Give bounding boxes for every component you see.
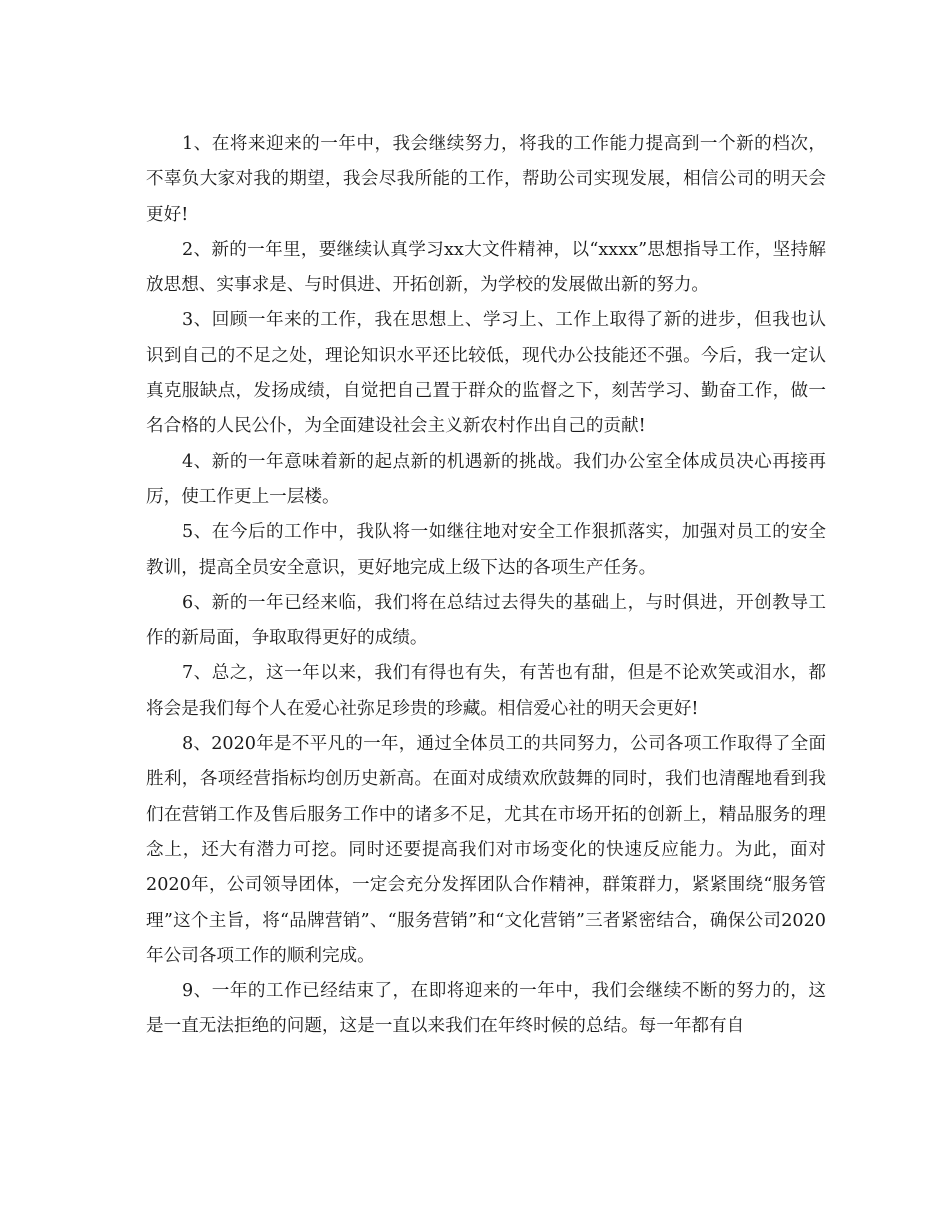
- paragraph-1: 1、在将来迎来的一年中，我会继续努力，将我的工作能力提高到一个新的档次，不辜负大家对我的期望，我会尽我所能的工作，帮助公司实现发展，相信公司的明天会更好!: [146, 134, 826, 225]
- paragraph-3: 3、回顾一年来的工作，我在思想上、学习上、工作上取得了新的进步，但我也认识到自己的不足之处，理论知识水平还比较低，现代办公技能还不强。今后，我一定认真克服缺点，发扬成绩，自觉把自己置于群众的监督之下，刻苦学习、勤奋工作，做一名合格的人民公仆，为全面建设社会主义新农村作出自己的贡献!: [146, 310, 826, 437]
- paragraph-4: 4、新的一年意味着新的起点新的机遇新的挑战。我们办公室全体成员决心再接再厉，使工作更上一层楼。: [146, 451, 826, 507]
- document-body: [146, 127, 826, 1045]
- paragraph-5: 5、在今后的工作中，我队将一如继往地对安全工作狠抓落实，加强对员工的安全教训，提高全员安全意识，更好地完成上级下达的各项生产任务。: [146, 522, 826, 578]
- paragraph-2: 2、新的一年里，要继续认真学习xx大文件精神，以“xxxx”思想指导工作，坚持解放思想、实事求是、与时俱进、开拓创新，为学校的发展做出新的努力。: [146, 239, 826, 296]
- paragraph-8: 8、2020年是不平凡的一年，通过全体员工的共同努力，公司各项工作取得了全面胜利，各项经营指标均创历史新高。在面对成绩欢欣鼓舞的同时，我们也清醒地看到我们在营销工作及售后服务工作中的诸多不足，尤其在市场开拓的创新上，精品服务的理念上，还大有潜力可挖。同时还要提高我们对市场变化的快速反应能力。为此，面对2020年，公司领导团体，一定会充分发挥团队合作精神，群策群力，紧紧围绕“服务管理”这个主旨，将“品牌营销”、“服务营销”和“文化营销”三者紧密结合，确保公司2020年公司各项工作的顺利完成。: [146, 734, 826, 966]
- paragraph-9: 9、一年的工作已经结束了，在即将迎来的一年中，我们会继续不断的努力的，这是一直无法拒绝的问题，这是一直以来我们在年终时候的总结。每一年都有自: [146, 981, 826, 1037]
- paragraph-7: 7、总之，这一年以来，我们有得也有失，有苦也有甜，但是不论欢笑或泪水，都将会是我们每个人在爱心社弥足珍贵的珍藏。相信爱心社的明天会更好!: [146, 663, 826, 719]
- paragraph-6: 6、新的一年已经来临，我们将在总结过去得失的基础上，与时俱进，开创教导工作的新局面，争取取得更好的成绩。: [146, 592, 826, 649]
